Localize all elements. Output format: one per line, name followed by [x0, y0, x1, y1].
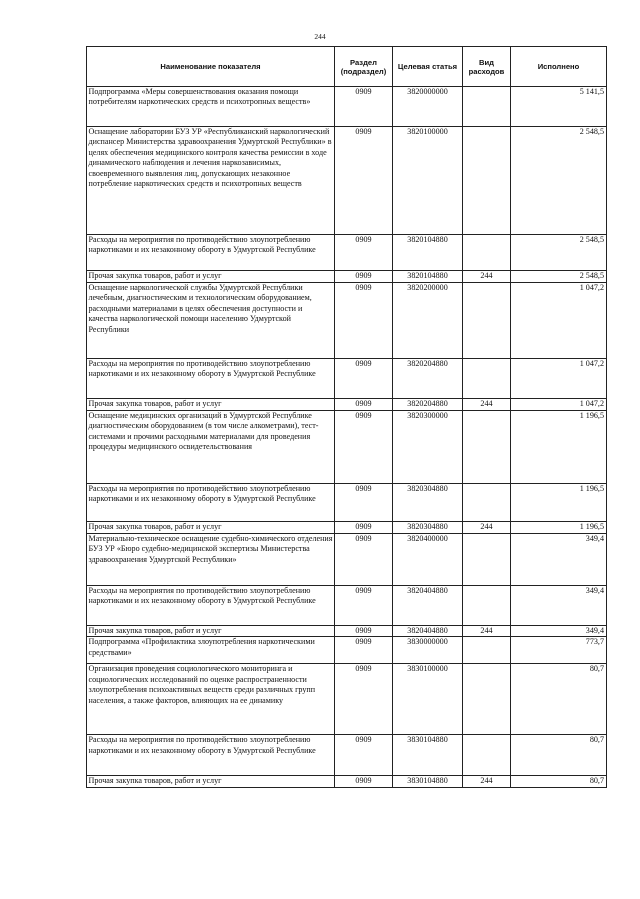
cell-executed: 2 548,5: [511, 271, 607, 283]
table-row: [87, 776, 607, 787]
cell-section: 0909: [335, 626, 393, 637]
cell-executed: 349,4: [511, 534, 607, 586]
cell-name: Подпрограмма «Профилактика злоупотребления наркотическими средствами»: [87, 637, 335, 664]
cell-expense: [463, 235, 511, 271]
cell-name: Расходы на мероприятия по противодействию злоупотреблению наркотиками и их незаконному обороту в Удмуртской Республике: [87, 735, 335, 776]
table-row: [87, 484, 607, 522]
cell-name: Прочая закупка товаров, работ и услуг: [87, 399, 335, 411]
cell-expense: [463, 283, 511, 359]
page-number: 244: [314, 32, 326, 41]
cell-expense: [463, 127, 511, 235]
cell-executed: 1 047,2: [511, 359, 607, 399]
cell-section: 0909: [335, 522, 393, 534]
table-row: [87, 534, 607, 586]
cell-name: Прочая закупка товаров, работ и услуг: [87, 522, 335, 534]
cell-name: Оснащение медицинских организаций в Удмуртской Республике диагностическим оборудованием (в том числе алкометрами), тест-системами и прочими расходными материалами для проведения процедуры медицинского освидетельствования: [87, 411, 335, 484]
cell-expense: [463, 411, 511, 484]
cell-executed: 1 196,5: [511, 411, 607, 484]
cell-name: Расходы на мероприятия по противодействию злоупотреблению наркотиками и их незаконному обороту в Удмуртской Республике: [87, 484, 335, 522]
cell-executed: 1 047,2: [511, 283, 607, 359]
cell-name: Организация проведения социологического мониторинга и социологических исследований по оценке распространенности злоупотребления психоактивных веществ среди различных групп населения, а также факторов, влияющих на ее динамику: [87, 664, 335, 735]
cell-section: 0909: [335, 637, 393, 664]
cell-executed: 349,4: [511, 626, 607, 637]
column-header-target: Целевая статья: [393, 47, 463, 87]
table-header-row: [87, 47, 607, 87]
cell-name: Прочая закупка товаров, работ и услуг: [87, 776, 335, 787]
cell-executed: 349,4: [511, 586, 607, 626]
cell-executed: 80,7: [511, 664, 607, 735]
cell-target: 3830104880: [393, 776, 463, 787]
table-row: [87, 235, 607, 271]
cell-target: 3820104880: [393, 235, 463, 271]
cell-section: 0909: [335, 87, 393, 127]
cell-target: 3820304880: [393, 522, 463, 534]
cell-executed: 80,7: [511, 776, 607, 787]
cell-expense: 244: [463, 271, 511, 283]
cell-expense: [463, 87, 511, 127]
cell-executed: 1 196,5: [511, 522, 607, 534]
cell-section: 0909: [335, 664, 393, 735]
table-row: [87, 271, 607, 283]
cell-name: Материально-техническое оснащение судебно-химического отделения БУЗ УР «Бюро судебно-медицинской экспертизы Министерства здравоохранения Удмуртской Республики»: [87, 534, 335, 586]
cell-expense: [463, 735, 511, 776]
cell-target: 3820204880: [393, 359, 463, 399]
cell-target: 3830104880: [393, 735, 463, 776]
table-row: [87, 586, 607, 626]
cell-expense: [463, 637, 511, 664]
cell-expense: [463, 484, 511, 522]
cell-target: 3820404880: [393, 586, 463, 626]
cell-name: Подпрограмма «Меры совершенствования оказания помощи потребителям наркотических средств и психотропных веществ»: [87, 87, 335, 127]
cell-target: 3820204880: [393, 399, 463, 411]
cell-section: 0909: [335, 127, 393, 235]
cell-target: 3820400000: [393, 534, 463, 586]
cell-name: Прочая закупка товаров, работ и услуг: [87, 271, 335, 283]
column-header-expense: Вид расходов: [463, 47, 511, 87]
cell-expense: 244: [463, 399, 511, 411]
cell-name: Прочая закупка товаров, работ и услуг: [87, 626, 335, 637]
cell-name: Расходы на мероприятия по противодействию злоупотреблению наркотиками и их незаконному обороту в Удмуртской Республике: [87, 586, 335, 626]
cell-section: 0909: [335, 776, 393, 787]
cell-executed: 1 047,2: [511, 399, 607, 411]
table-row: [87, 637, 607, 664]
table-row: [87, 411, 607, 484]
cell-expense: [463, 586, 511, 626]
cell-section: 0909: [335, 271, 393, 283]
cell-expense: [463, 534, 511, 586]
cell-expense: [463, 664, 511, 735]
cell-name: Расходы на мероприятия по противодействию злоупотреблению наркотиками и их незаконному обороту в Удмуртской Республике: [87, 235, 335, 271]
cell-executed: 5 141,5: [511, 87, 607, 127]
budget-table: [86, 46, 607, 788]
cell-name: Расходы на мероприятия по противодействию злоупотреблению наркотиками и их незаконному обороту в Удмуртской Республике: [87, 359, 335, 399]
column-header-executed: Исполнено: [511, 47, 607, 87]
cell-target: 3830100000: [393, 664, 463, 735]
cell-target: 3820100000: [393, 127, 463, 235]
cell-section: 0909: [335, 484, 393, 522]
table-row: [87, 399, 607, 411]
cell-target: 3830000000: [393, 637, 463, 664]
table-row: [87, 283, 607, 359]
cell-section: 0909: [335, 359, 393, 399]
table-row: [87, 87, 607, 127]
cell-section: 0909: [335, 235, 393, 271]
table-body: [87, 87, 607, 788]
table-row: [87, 127, 607, 235]
table-row: [87, 735, 607, 776]
cell-target: 3820200000: [393, 283, 463, 359]
cell-target: 3820300000: [393, 411, 463, 484]
cell-target: 3820104880: [393, 271, 463, 283]
table-row: [87, 626, 607, 637]
table-row: [87, 359, 607, 399]
cell-executed: 80,7: [511, 735, 607, 776]
cell-executed: 773,7: [511, 637, 607, 664]
cell-section: 0909: [335, 735, 393, 776]
cell-target: 3820000000: [393, 87, 463, 127]
cell-executed: 1 196,5: [511, 484, 607, 522]
column-header-name: Наименование показателя: [87, 47, 335, 87]
cell-section: 0909: [335, 283, 393, 359]
cell-section: 0909: [335, 586, 393, 626]
table-row: [87, 664, 607, 735]
cell-executed: 2 548,5: [511, 127, 607, 235]
cell-expense: [463, 359, 511, 399]
cell-expense: 244: [463, 522, 511, 534]
cell-section: 0909: [335, 534, 393, 586]
cell-name: Оснащение лаборатории БУЗ УР «Республиканский наркологический диспансер Министерства здравоохранения Удмуртской Республики» в целях обеспечения медицинского контроля качества ремиссии в ходе динамического наблюдения и лечения наркозависимых, своевременного выявления лиц, допускающих незаконное потребление наркотических средств и психотропных веществ: [87, 127, 335, 235]
cell-expense: 244: [463, 626, 511, 637]
cell-name: Оснащение наркологической службы Удмуртской Республики лечебным, диагностическим и технологическим оборудованием, расходными материалами в целях обеспечения доступности и качества наркологической помощи населению Удмуртской Республики: [87, 283, 335, 359]
column-header-section: Раздел (подраздел): [335, 47, 393, 87]
cell-target: 3820304880: [393, 484, 463, 522]
cell-section: 0909: [335, 399, 393, 411]
cell-expense: 244: [463, 776, 511, 787]
table-row: [87, 522, 607, 534]
cell-target: 3820404880: [393, 626, 463, 637]
cell-executed: 2 548,5: [511, 235, 607, 271]
cell-section: 0909: [335, 411, 393, 484]
